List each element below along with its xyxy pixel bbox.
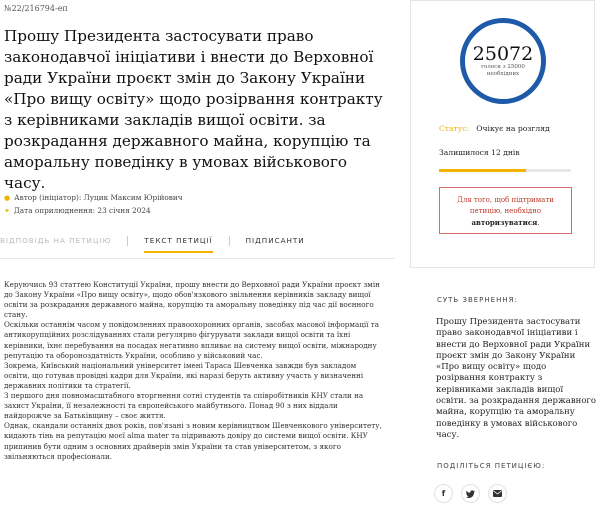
- tab-divider: [127, 236, 128, 246]
- body-paragraph: З першого дня повномасштабного вторгнення сотні студентів та співробітників КНУ стали на захист України, її незалежності та європейського майбутнього. Понад 90 з них віддали найдорожче за Батьківщину – своє життя.: [4, 391, 364, 421]
- auth-link[interactable]: авторизуватися: [471, 218, 538, 227]
- tab-answer[interactable]: ВІДПОВІДЬ НА ПЕТИЦІЮ: [0, 236, 112, 245]
- share-heading: ПОДІЛІТЬСЯ ПЕТИЦІЄЮ:: [437, 462, 546, 470]
- date-line: [4, 206, 151, 215]
- twitter-icon[interactable]: [461, 484, 480, 503]
- signature-card: [410, 0, 595, 268]
- body-paragraph: Оскільки останнім часом у повідомленнях правоохоронних органів, засобах масової інформації та антикорупційних розслідуваннях стали регулярно фігурувати заклади вищої освіти та їхні керівники, їхнє перебування на посадах негативно впливає на систему вищої освіти, міжнародну репутацію та обороноздатність України, особливо у військовий час.: [4, 320, 380, 360]
- petition-tabs: [0, 236, 395, 258]
- body-paragraph: Однак, скандали останніх двох років, пов'язані з новим керівництвом Шевченкового університету, кидають тінь на репутацію моєї alma mater та підривають довіру до системи вищої освіти. КНУ припинив бути одним з основних драйверів змін України та став університетом, з якого звільняються професіонали.: [4, 421, 382, 461]
- progress-fill: [439, 169, 526, 172]
- user-icon: ●: [4, 193, 11, 202]
- auth-end: .: [537, 219, 540, 227]
- petition-body: [4, 280, 384, 462]
- days-remaining: Залишилося 12 днів: [439, 148, 520, 157]
- facebook-icon[interactable]: f: [434, 484, 453, 503]
- signature-count: 25072: [472, 43, 534, 65]
- signature-count-caption: голоси з 25000 необхідних: [481, 64, 525, 77]
- author-text: Автор (ініціатор): Луцик Максим Юрійович: [14, 193, 183, 202]
- date-text: Дата оприлюднення: 23 січня 2024: [13, 206, 151, 215]
- author-line: [4, 193, 183, 202]
- tab-petition-text[interactable]: ТЕКСТ ПЕТИЦІЇ: [144, 236, 212, 253]
- share-buttons: [434, 484, 507, 503]
- status-value: Очікує на розгляд: [476, 124, 550, 133]
- body-paragraph: Зокрема, Київський національний університет імені Тараса Шевченка завжди був закладом освіти, що готував провідні кадри для України, які наразі беруть активну участь у визначенні державних політики та стратегії.: [4, 360, 364, 390]
- auth-notice: [439, 187, 572, 234]
- essence-text: Прошу Президента застосувати право законодавчої ініціативи і внести до Верховної ради України проєкт змін до Закону України «Про вищу освіту» щодо розірвання контракту з керівниками закладів вищої освіти. за розкрадання державного майна, корупцію та аморальну поведінку в умовах військового часу.: [436, 317, 597, 440]
- status-line: [439, 124, 550, 133]
- body-paragraph: Керуючись 93 статтею Конституції України, прошу внести до Верховної ради України проєкт змін до Закону України «Про вищу освіту», щодо обов'язкового звільнення керівників закладу вищої освіти за розкрадання державного майна, корупцію та аморальну поведінку під час дії воєнного стану.: [4, 280, 380, 320]
- petition-number: №22/216794-еп: [4, 4, 68, 13]
- progress-bar: [439, 169, 571, 172]
- status-label: Статус:: [439, 124, 470, 133]
- tab-divider: [229, 236, 230, 246]
- signature-counter: [460, 18, 546, 104]
- divider: [0, 258, 395, 259]
- tab-signatories[interactable]: ПІДПИСАНТИ: [245, 236, 305, 245]
- essence-heading: СУТЬ ЗВЕРНЕННЯ:: [437, 296, 518, 304]
- star-icon: ✦: [4, 206, 10, 215]
- auth-text: Для того, щоб підтримати петицію, необхідно: [457, 196, 554, 215]
- petition-title: Прошу Президента застосувати право законодавчої ініціативи і внести до Верховної ради України проєкт змін до Закону України «Про вищу освіту» щодо розірвання контракту з керівниками закладів вищої освіти. за розкрадання державного майна, корупцію та аморальну поведінку в умовах військового часу.: [4, 27, 383, 192]
- mail-icon[interactable]: [488, 484, 507, 503]
